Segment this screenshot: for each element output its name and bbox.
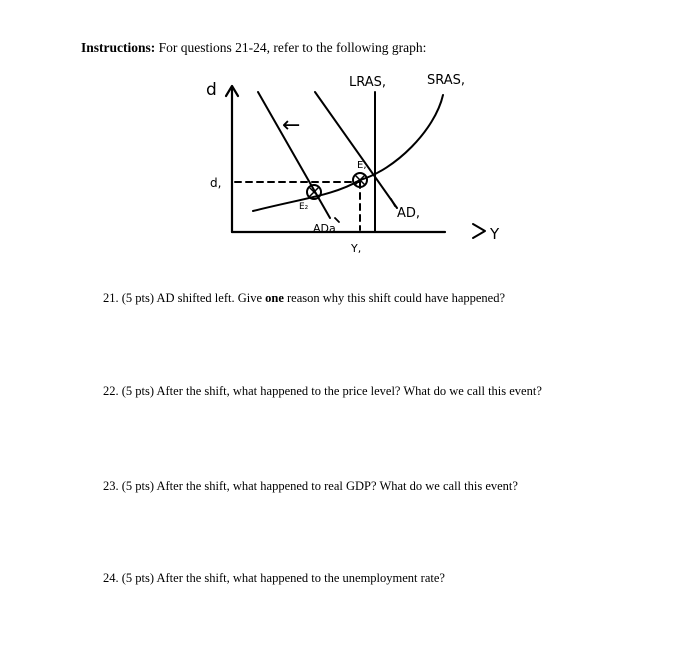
ad1-curve — [315, 92, 397, 208]
question-number: 24. — [103, 571, 119, 585]
e1-label: E, — [357, 160, 367, 171]
instructions-text: For questions 21-24, refer to the following graph: — [155, 40, 427, 55]
ad2-label: ADa — [313, 222, 336, 235]
x-axis-label: Y — [490, 225, 500, 243]
shift-arrow-icon: ← — [282, 113, 301, 138]
question-number: 22. — [103, 384, 119, 398]
instructions-line — [81, 40, 426, 56]
question-points: (5 pts) — [121, 384, 155, 398]
ad1-label: AD, — [397, 206, 421, 221]
ad1-label-tail — [391, 199, 395, 206]
instructions-label: Instructions: — [81, 40, 156, 55]
question-text-end: reason why this shift could have happened? — [283, 291, 506, 305]
e2-label: E₂ — [299, 202, 309, 212]
question-points: (5 pts) — [121, 479, 155, 493]
ad-as-graph-svg — [195, 70, 525, 270]
question-text: After the shift, what happened to the unemployment rate? — [156, 571, 445, 585]
question-number: 21. — [103, 291, 119, 305]
x-axis-arrowhead — [473, 224, 485, 238]
question-text: After the shift, what happened to real GDP? What do we call this event? — [156, 479, 518, 493]
question-text: AD shifted left. Give — [156, 291, 266, 305]
ad-as-graph — [195, 70, 525, 270]
question-bold-text: one — [265, 291, 284, 305]
price-tick-label: d, — [210, 176, 222, 190]
question-22 — [103, 384, 542, 399]
sras-label: SRAS, — [427, 73, 466, 88]
lras-label: LRAS, — [349, 75, 387, 90]
question-points: (5 pts) — [121, 571, 155, 585]
question-24 — [103, 571, 445, 586]
ad2-curve — [258, 92, 330, 218]
question-points: (5 pts) — [121, 291, 155, 305]
question-23 — [103, 479, 518, 494]
question-text: After the shift, what happened to the price level? What do we call this event? — [156, 384, 542, 398]
question-number: 23. — [103, 479, 119, 493]
output-tick-label: Y, — [351, 242, 362, 255]
y-axis-label: d — [206, 80, 217, 100]
question-21 — [103, 291, 505, 306]
